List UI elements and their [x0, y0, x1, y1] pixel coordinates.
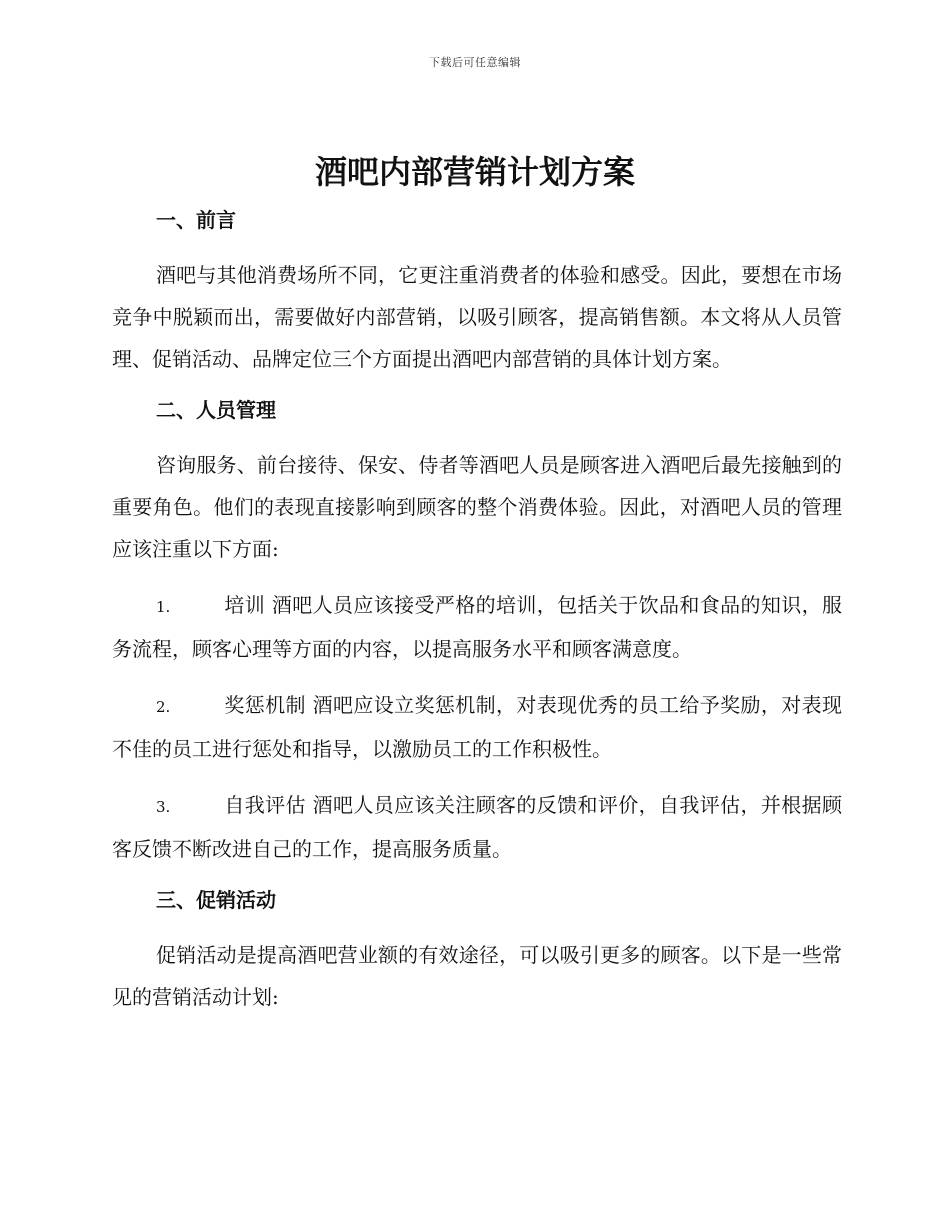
list-item-number: 1.: [156, 598, 171, 616]
section-paragraph: 酒吧与其他消费场所不同，它更注重消费者的体验和感受。因此，要想在市场竞争中脱颖而出，需要做好内部营销，以吸引顾客，提高销售额。本文将从人员管理、促销活动、品牌定位三个方面提出酒吧内部营销的具体计划方案。: [112, 263, 842, 371]
header-note: 下载后可任意编辑: [429, 56, 521, 69]
list-item: [112, 584, 842, 670]
list-item-text: 自我评估 酒吧人员应该关注顾客的反馈和评价，自我评估，并根据顾客反馈不断改进自己的工作，提高服务质量。: [112, 793, 842, 861]
list-item-text: 奖惩机制 酒吧应设立奖惩机制，对表现优秀的员工给予奖励，对表现不佳的员工进行惩处和指导，以激励员工的工作积极性。: [112, 693, 842, 761]
section-heading: 二、人员管理: [156, 398, 276, 422]
section-heading: 一、前言: [156, 208, 236, 232]
section-staff-management: [112, 394, 842, 870]
section-heading: 三、促销活动: [156, 888, 276, 912]
list-item-number: 2.: [156, 698, 171, 716]
document-body: [112, 204, 842, 1018]
section-paragraph: 促销活动是提高酒吧营业额的有效途径，可以吸引更多的顾客。以下是一些常见的营销活动计划:: [112, 943, 842, 1009]
section-promotions: [112, 884, 842, 1018]
list-item: [112, 784, 842, 870]
section-paragraph: 咨询服务、前台接待、保安、侍者等酒吧人员是顾客进入酒吧后最先接触到的重要角色。他们的表现直接影响到顾客的整个消费体验。因此，对酒吧人员的管理应该注重以下方面:: [112, 453, 842, 561]
document-title: 酒吧内部营销计划方案: [314, 153, 635, 191]
list-item-text: 培训 酒吧人员应该接受严格的培训，包括关于饮品和食品的知识，服务流程，顾客心理等方面的内容，以提高服务水平和顾客满意度。: [112, 593, 842, 661]
section-preface: [112, 204, 842, 380]
list-item-number: 3.: [156, 798, 171, 816]
list-item: [112, 684, 842, 770]
